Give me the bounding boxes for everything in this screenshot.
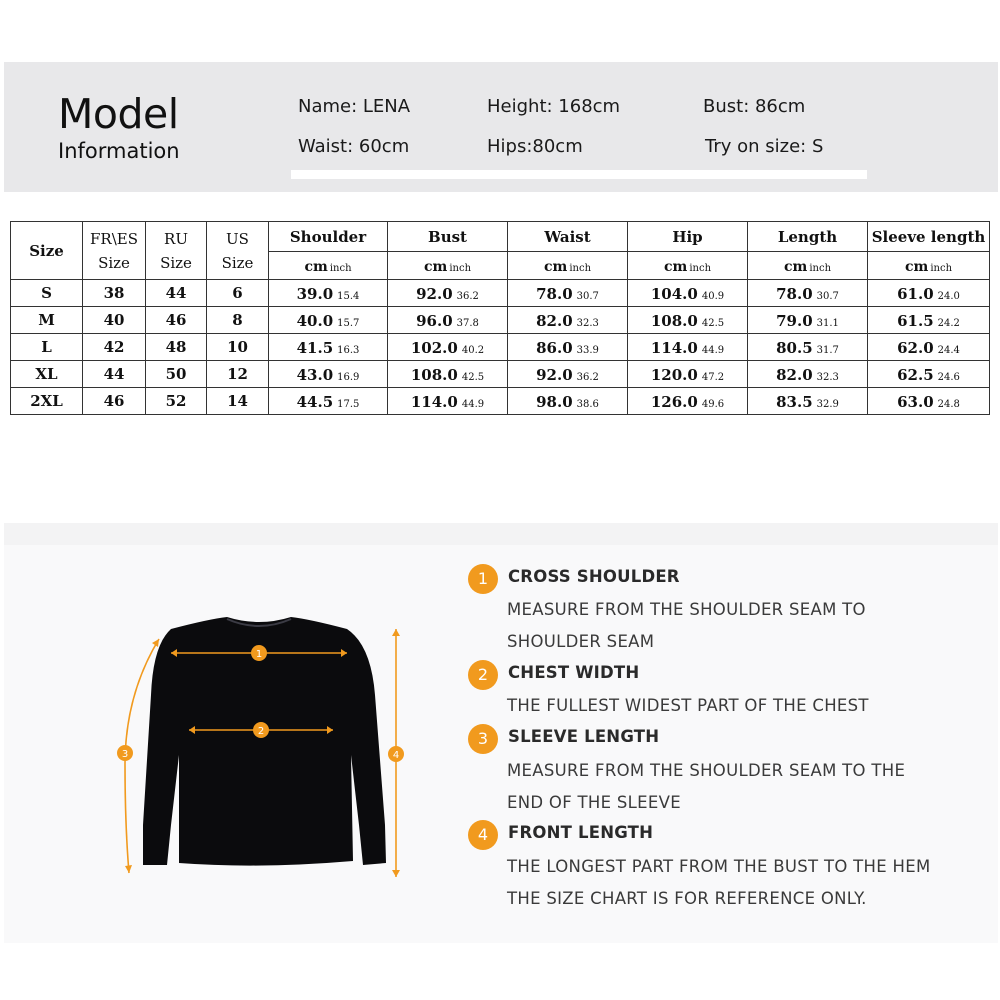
hip-cell: 108.0 42.5 bbox=[628, 307, 748, 334]
unit-cell: cm inch bbox=[628, 252, 748, 280]
unit-cell: cm inch bbox=[269, 252, 388, 280]
shoulder-cell: 44.5 17.5 bbox=[269, 388, 388, 415]
table-row bbox=[11, 307, 990, 334]
model-try-on-size: Try on size: S bbox=[705, 136, 824, 157]
header-length: Length bbox=[748, 222, 868, 252]
waist-cell: 98.0 38.6 bbox=[508, 388, 628, 415]
hip-cell: 104.0 40.9 bbox=[628, 280, 748, 307]
model-name: Name: LENA bbox=[298, 96, 411, 117]
us-cell: 14 bbox=[207, 388, 269, 415]
length-cell: 78.0 30.7 bbox=[748, 280, 868, 307]
shoulder-cell: 43.0 16.9 bbox=[269, 361, 388, 388]
waist-cell: 86.0 33.9 bbox=[508, 334, 628, 361]
size-cell: S bbox=[11, 280, 83, 307]
hip-cell: 126.0 49.6 bbox=[628, 388, 748, 415]
number-badge-1: 1 bbox=[468, 564, 498, 594]
sleeve-cell: 61.0 24.0 bbox=[868, 280, 990, 307]
model-subtitle: Information bbox=[58, 139, 180, 163]
header-size: Size bbox=[11, 222, 83, 280]
step-description: MEASURE FROM THE SHOULDER SEAM TO THE bbox=[507, 761, 906, 780]
bust-cell: 92.0 36.2 bbox=[388, 280, 508, 307]
sweater-diagram bbox=[109, 615, 419, 915]
table-row bbox=[11, 388, 990, 415]
header-sleeve-length: Sleeve length bbox=[868, 222, 990, 252]
marker-1-label: 1 bbox=[255, 649, 263, 660]
marker-3-label: 3 bbox=[121, 749, 129, 760]
waist-cell: 78.0 30.7 bbox=[508, 280, 628, 307]
step-description: THE FULLEST WIDEST PART OF THE CHEST bbox=[507, 696, 869, 715]
unit-cell: cm inch bbox=[508, 252, 628, 280]
hip-cell: 120.0 47.2 bbox=[628, 361, 748, 388]
table-row bbox=[11, 334, 990, 361]
size-cell: 2XL bbox=[11, 388, 83, 415]
step-title: SLEEVE LENGTH bbox=[508, 727, 660, 746]
length-cell: 83.5 32.9 bbox=[748, 388, 868, 415]
size-cell: L bbox=[11, 334, 83, 361]
step-description: MEASURE FROM THE SHOULDER SEAM TO bbox=[507, 600, 866, 619]
header-ru: RU Size bbox=[146, 222, 207, 280]
bust-cell: 96.0 37.8 bbox=[388, 307, 508, 334]
size-chart-table bbox=[10, 221, 990, 415]
step-description: THE LONGEST PART FROM THE BUST TO THE HEM bbox=[507, 857, 931, 876]
number-badge-2: 2 bbox=[468, 660, 498, 690]
model-title: Model bbox=[58, 90, 179, 138]
ru-cell: 52 bbox=[146, 388, 207, 415]
header-shoulder: Shoulder bbox=[269, 222, 388, 252]
us-cell: 10 bbox=[207, 334, 269, 361]
size-cell: M bbox=[11, 307, 83, 334]
number-badge-3: 3 bbox=[468, 724, 498, 754]
header-us: US Size bbox=[207, 222, 269, 280]
marker-2-label: 2 bbox=[257, 726, 265, 737]
ru-cell: 50 bbox=[146, 361, 207, 388]
bust-cell: 108.0 42.5 bbox=[388, 361, 508, 388]
fr-es-cell: 42 bbox=[83, 334, 146, 361]
header-fr-es: FR\ES Size bbox=[83, 222, 146, 280]
size-cell: XL bbox=[11, 361, 83, 388]
us-cell: 8 bbox=[207, 307, 269, 334]
sleeve-cell: 62.0 24.4 bbox=[868, 334, 990, 361]
sleeve-cell: 61.5 24.2 bbox=[868, 307, 990, 334]
us-cell: 6 bbox=[207, 280, 269, 307]
header-bust: Bust bbox=[388, 222, 508, 252]
model-waist: Waist: 60cm bbox=[298, 136, 410, 157]
length-cell: 80.5 31.7 bbox=[748, 334, 868, 361]
marker-4-label: 4 bbox=[392, 750, 400, 761]
bust-cell: 102.0 40.2 bbox=[388, 334, 508, 361]
us-cell: 12 bbox=[207, 361, 269, 388]
ru-cell: 46 bbox=[146, 307, 207, 334]
shoulder-cell: 41.5 16.3 bbox=[269, 334, 388, 361]
step-description: END OF THE SLEEVE bbox=[507, 793, 681, 812]
measurement-guide bbox=[4, 523, 998, 943]
model-bust: Bust: 86cm bbox=[703, 96, 806, 117]
step-title: FRONT LENGTH bbox=[508, 823, 654, 842]
number-badge-4: 4 bbox=[468, 820, 498, 850]
divider-bar bbox=[291, 170, 867, 179]
sleeve-cell: 63.0 24.8 bbox=[868, 388, 990, 415]
waist-cell: 82.0 32.3 bbox=[508, 307, 628, 334]
ru-cell: 44 bbox=[146, 280, 207, 307]
shoulder-cell: 39.0 15.4 bbox=[269, 280, 388, 307]
reference-note: THE SIZE CHART IS FOR REFERENCE ONLY. bbox=[507, 889, 867, 908]
shoulder-cell: 40.0 15.7 bbox=[269, 307, 388, 334]
step-title: CROSS SHOULDER bbox=[508, 567, 680, 586]
unit-cell: cm inch bbox=[388, 252, 508, 280]
fr-es-cell: 44 bbox=[83, 361, 146, 388]
table-row bbox=[11, 280, 990, 307]
ru-cell: 48 bbox=[146, 334, 207, 361]
model-height: Height: 168cm bbox=[487, 96, 621, 117]
fr-es-cell: 40 bbox=[83, 307, 146, 334]
waist-cell: 92.0 36.2 bbox=[508, 361, 628, 388]
hip-cell: 114.0 44.9 bbox=[628, 334, 748, 361]
unit-cell: cm inch bbox=[868, 252, 990, 280]
step-description: SHOULDER SEAM bbox=[507, 632, 655, 651]
guide-top-band bbox=[4, 523, 998, 545]
table-row bbox=[11, 361, 990, 388]
unit-cell: cm inch bbox=[748, 252, 868, 280]
header-waist: Waist bbox=[508, 222, 628, 252]
bust-cell: 114.0 44.9 bbox=[388, 388, 508, 415]
fr-es-cell: 38 bbox=[83, 280, 146, 307]
table-header-row bbox=[11, 222, 990, 252]
sleeve-cell: 62.5 24.6 bbox=[868, 361, 990, 388]
step-title: CHEST WIDTH bbox=[508, 663, 640, 682]
header-hip: Hip bbox=[628, 222, 748, 252]
model-hips: Hips:80cm bbox=[487, 136, 583, 157]
length-cell: 82.0 32.3 bbox=[748, 361, 868, 388]
length-cell: 79.0 31.1 bbox=[748, 307, 868, 334]
model-info-banner bbox=[4, 62, 998, 192]
fr-es-cell: 46 bbox=[83, 388, 146, 415]
